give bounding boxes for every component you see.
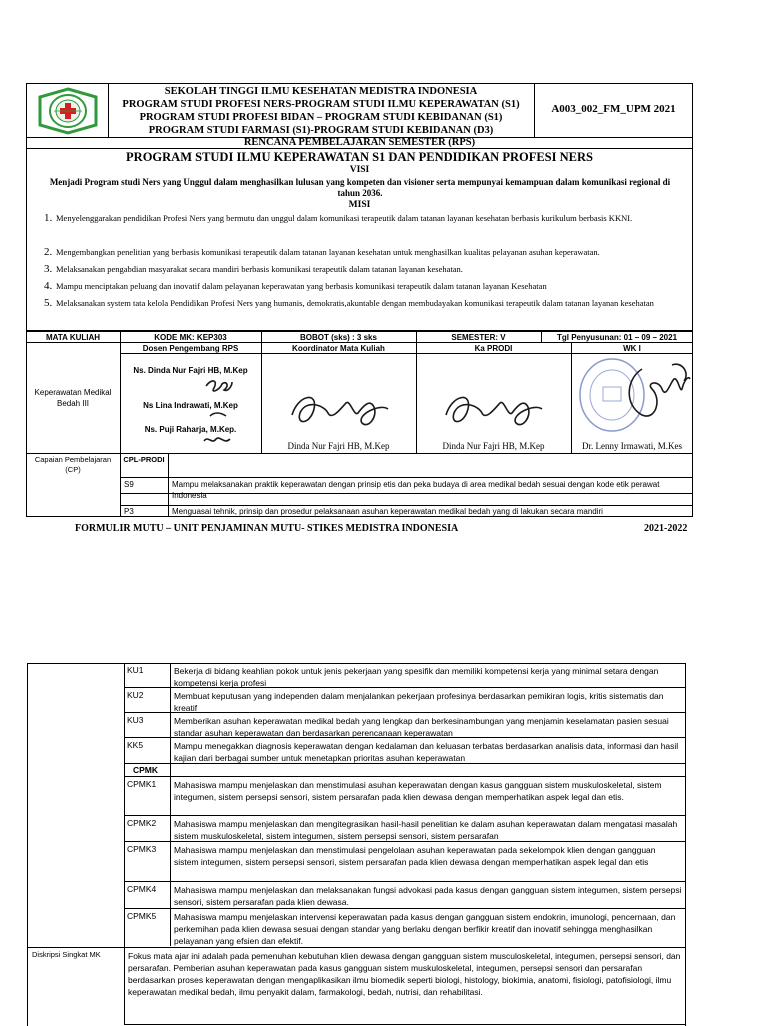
- course-name: Keperawatan Medikal Bedah III: [34, 388, 112, 408]
- misi-text-2: Mengembangkan penelitian yang berbasis komunikasi terapeutik dalam tatanan layanan kesehatan untuk menghasilkan kualitas pelayanan asuhan keperawatan.: [56, 247, 600, 257]
- misi-item-1: 1. Menyelenggarakan pendidikan Profesi Ners yang bermutu dan unggul dalam komunikasi terapeutik dalam tatanan layanan kesehatan berbasis kurikulum berbasis KKNI.: [44, 212, 633, 224]
- rps-title: RENCANA PEMBELAJARAN SEMESTER (RPS): [243, 137, 476, 148]
- cpmk2-text: Mahasiswa mampu menjelaskan dan mengitegrasikan hasil-hasil penelitian ke dalam asuhan keperawatan dalam mengatasi masalah sistem muskuloskeletal, sistem integumen, sistem persepsi sensori, sistem persarafan: [174, 819, 678, 841]
- cpmk4-text: Mahasiswa mampu menjelaskan dan melaksanakan fungsi advokasi pada kasus dengan gangguan sistem integumen, sistem persepsi sensori, sistem persarafan pada klien dewasa.: [174, 885, 682, 907]
- semester: SEMESTER: V: [451, 333, 506, 342]
- footer-right: 2021-2022: [644, 523, 688, 534]
- visi-text: Menjadi Program studi Ners yang Unggul dalam menghasilkan lulusan yang kompeten dan visioner serta mempunyai kemampuan dalam komunikasi regional di tahun 2036.: [49, 177, 671, 198]
- deskripsi-label: Diskripsi Singkat MK: [32, 950, 101, 959]
- mata-kuliah-label: MATA KULIAH: [45, 333, 101, 342]
- cp-text-p3: Menguasai tehnik, prinsip dan prosedur pelaksanaan asuhan keperawatan medikal bedah yang di lakukan secara mandiri: [172, 507, 603, 516]
- dosen-1: Ns. Dinda Nur Fajri HB, M.Kep: [133, 366, 248, 375]
- cpmk1-code: CPMK1: [127, 779, 157, 789]
- misi-item-3: 3. Melaksanakan pengabdian masyarakat secara mandiri berbasis komunikasi terapeutik dalam tatanan layanan kesehatan.: [44, 263, 463, 275]
- program-title: PROGRAM STUDI ILMU KEPERAWATAN S1 DAN PENDIDIKAN PROFESI NERS: [126, 150, 593, 164]
- cp-code-s9: S9: [124, 480, 134, 489]
- misi-item-4: 4. Mampu menciptakan peluang dan inovatif dalam pelayanan keperawatan yang berbasis komunikasi terapeutik dalam tatanan layanan Kesehatan: [44, 280, 547, 292]
- kode-mk: KODE MK: KEP303: [154, 333, 227, 342]
- koordinator-name: Dinda Nur Fajri HB, M.Kep: [287, 441, 390, 451]
- cpmk4-code: CPMK4: [127, 884, 157, 894]
- header-line-1: SEKOLAH TINGGI ILMU KESEHATAN MEDISTRA INDONESIA: [164, 86, 478, 97]
- header-line-4: PROGRAM STUDI FARMASI (S1)-PROGRAM STUDI KEBIDANAN (D3): [148, 125, 494, 136]
- koordinator-label: Koordinator Mata Kuliah: [292, 344, 385, 353]
- kaprodi-name: Dinda Nur Fajri HB, M.Kep: [442, 441, 545, 451]
- dosen-3: Ns. Puji Raharja, M.Kep.: [144, 425, 237, 434]
- cpmk2-code: CPMK2: [127, 818, 157, 828]
- dosen-label: Dosen Pengembang RPS: [142, 344, 239, 353]
- cp-code-p3: P3: [124, 507, 134, 516]
- cpmk-label: CPMK: [133, 765, 159, 775]
- misi-text-1: Menyelenggarakan pendidikan Profesi Ners yang bermutu dan unggul dalam komunikasi terapeutik dalam tatanan layanan kesehatan berbasis kurikulum berbasis KKNI.: [56, 213, 633, 223]
- cpmk1-text: Mahasiswa mampu menjelaskan dan menstimulasi asuhan keperawatan dengan kasus gangguan sistem muskuloskeletal, sistem integumen, sistem persepsi sensori, sistem persarafan pada klien dewasa dengan memperhatikan aspek legal dan etis.: [174, 780, 662, 802]
- ku1-code: KU1: [127, 665, 144, 675]
- ku2-code: KU2: [127, 690, 144, 700]
- footer-left: FORMULIR MUTU – UNIT PENJAMINAN MUTU- STIKES MEDISTRA INDONESIA: [75, 523, 459, 534]
- wk-label: WK I: [623, 344, 641, 353]
- bobot-sks: BOBOT (sks) : 3 sks: [300, 333, 377, 342]
- wk-name: Dr. Lenny Irmawati, M.Kes: [582, 441, 682, 451]
- misi-text-5: Melaksanakan system tata kelola Pendidikan Profesi Ners yang humanis, demokratis,akuntable dengan membudayakan komunikasi terapeutik dalam tatanan layanan kesehatan: [56, 298, 654, 308]
- kk5-code: KK5: [127, 740, 144, 750]
- cpmk3-code: CPMK3: [127, 844, 157, 854]
- misi-label: MISI: [348, 200, 371, 210]
- misi-item-5: 5. Melaksanakan system tata kelola Pendidikan Profesi Ners yang humanis, demokratis,akuntable dengan membudayakan komunikasi terapeutik dalam tatanan layanan kesehatan: [44, 297, 654, 309]
- ku1-text: Bekerja di bidang keahlian pokok untuk jenis pekerjaan yang spesifik dan memiliki kompetensi kerja yang minimal setara dengan kompetensi kerja profesi: [174, 666, 659, 688]
- document-code: A003_002_FM_UPM 2021: [551, 103, 676, 115]
- kk5-text: Mampu menegakkan diagnosis keperawatan dengan kedalaman dan keluasan terbatas berdasarkan analisis data, informasi dan hasil kajian dari berbagai sumber untuk menetapkan prioritas asuhan keperawatan: [174, 741, 679, 763]
- header-line-3: PROGRAM STUDI PROFESI BIDAN – PROGRAM STUDI KEBIDANAN (S1): [139, 112, 503, 123]
- tgl-penyusunan: Tgl Penyusunan: 01 – 09 – 2021: [556, 333, 678, 342]
- dosen-2: Ns Lina Indrawati, M.Kep: [143, 401, 238, 410]
- deskripsi-text: Fokus mata ajar ini adalah pada pemenuhan kebutuhan klien dewasa dengan gangguan sistem musculoskeletal, integumen, persepsi sensori, dan persarafan. Pemberian asuhan keperawatan pada kasus gangguan sistem muskuloskeletal, integumen, persepsi sensori dan persarafan berdasarkan proses keperawatan dengan mengaplikasikan ilmu biomedik seperti biologi, histology, biokimia, anatomi, fisiologi, patofisiologi, ilmu keperawatan medikal bedah, ilmu penyakit dalam, farmakologi, bedah, nutrisi, dan rehabilitasi.: [128, 951, 681, 997]
- cpmk5-text: Mahasiswa mampu menjelaskan intervensi keperawatan pada kasus dengan gangguan sistem endokrin, imunologi, pencernaan, dan perkemihan pada klien dewasa sesuai dengan standar yang berlaku dengan berfikir kreatif dan inovatif sehingga menghasilkan pelayanan yang efsien dan efektif.: [174, 912, 676, 946]
- kaprodi-label: Ka PRODI: [474, 344, 513, 353]
- cpmk3-text: Mahasiswa mampu menjelaskan dan menstimulasi pengelolaan asuhan keperawatan pada sekelompok klien dengan gangguan sistem integumen, sistem persepsi sensori, sistem persarafan pada klien dewasa dengan memperhatikan aspek legal dan etis: [174, 845, 656, 867]
- misi-text-3: Melaksanakan pengabdian masyarakat secara mandiri berbasis komunikasi terapeutik dalam tatanan layanan kesehatan.: [56, 264, 463, 274]
- cp-label: Capaian Pembelajaran (CP): [34, 455, 112, 474]
- ku3-text: Memberikan asuhan keperawatan medikal bedah yang lengkap dan berkesinambungan yang menjamin keselamatan pasien sesuai standar asuhan keperawatan dan berdasarkan perencanaan keperawatan: [174, 716, 669, 738]
- visi-label: VISI: [349, 165, 370, 175]
- cpmk5-code: CPMK5: [127, 911, 157, 921]
- ku3-code: KU3: [127, 715, 144, 725]
- misi-text-4: Mampu menciptakan peluang dan inovatif dalam pelayanan keperawatan yang berbasis komunikasi terapeutik dalam tatanan layanan Kesehatan: [56, 281, 547, 291]
- ku2-text: Membuat keputusan yang independen dalam menjalankan pekerjaan profesinya berdasarkan pemikiran logis, kritis sistematis dan kreatif: [174, 691, 664, 713]
- misi-item-2: 2. Mengembangkan penelitian yang berbasis komunikasi terapeutik dalam tatanan layanan kesehatan untuk menghasilkan kualitas pelayanan asuhan keperawatan.: [44, 246, 600, 258]
- cpl-prodi-label: CPL-PRODI: [123, 455, 165, 464]
- cp-text-s9: Mampu melaksanakan praktik keperawatan dengan prinsip etis dan peka budaya di area medikal bedah sesuai dengan kode etik perawat Indonesia: [172, 480, 660, 500]
- header-line-2: PROGRAM STUDI PROFESI NERS-PROGRAM STUDI ILMU KEPERAWATAN (S1): [122, 99, 520, 110]
